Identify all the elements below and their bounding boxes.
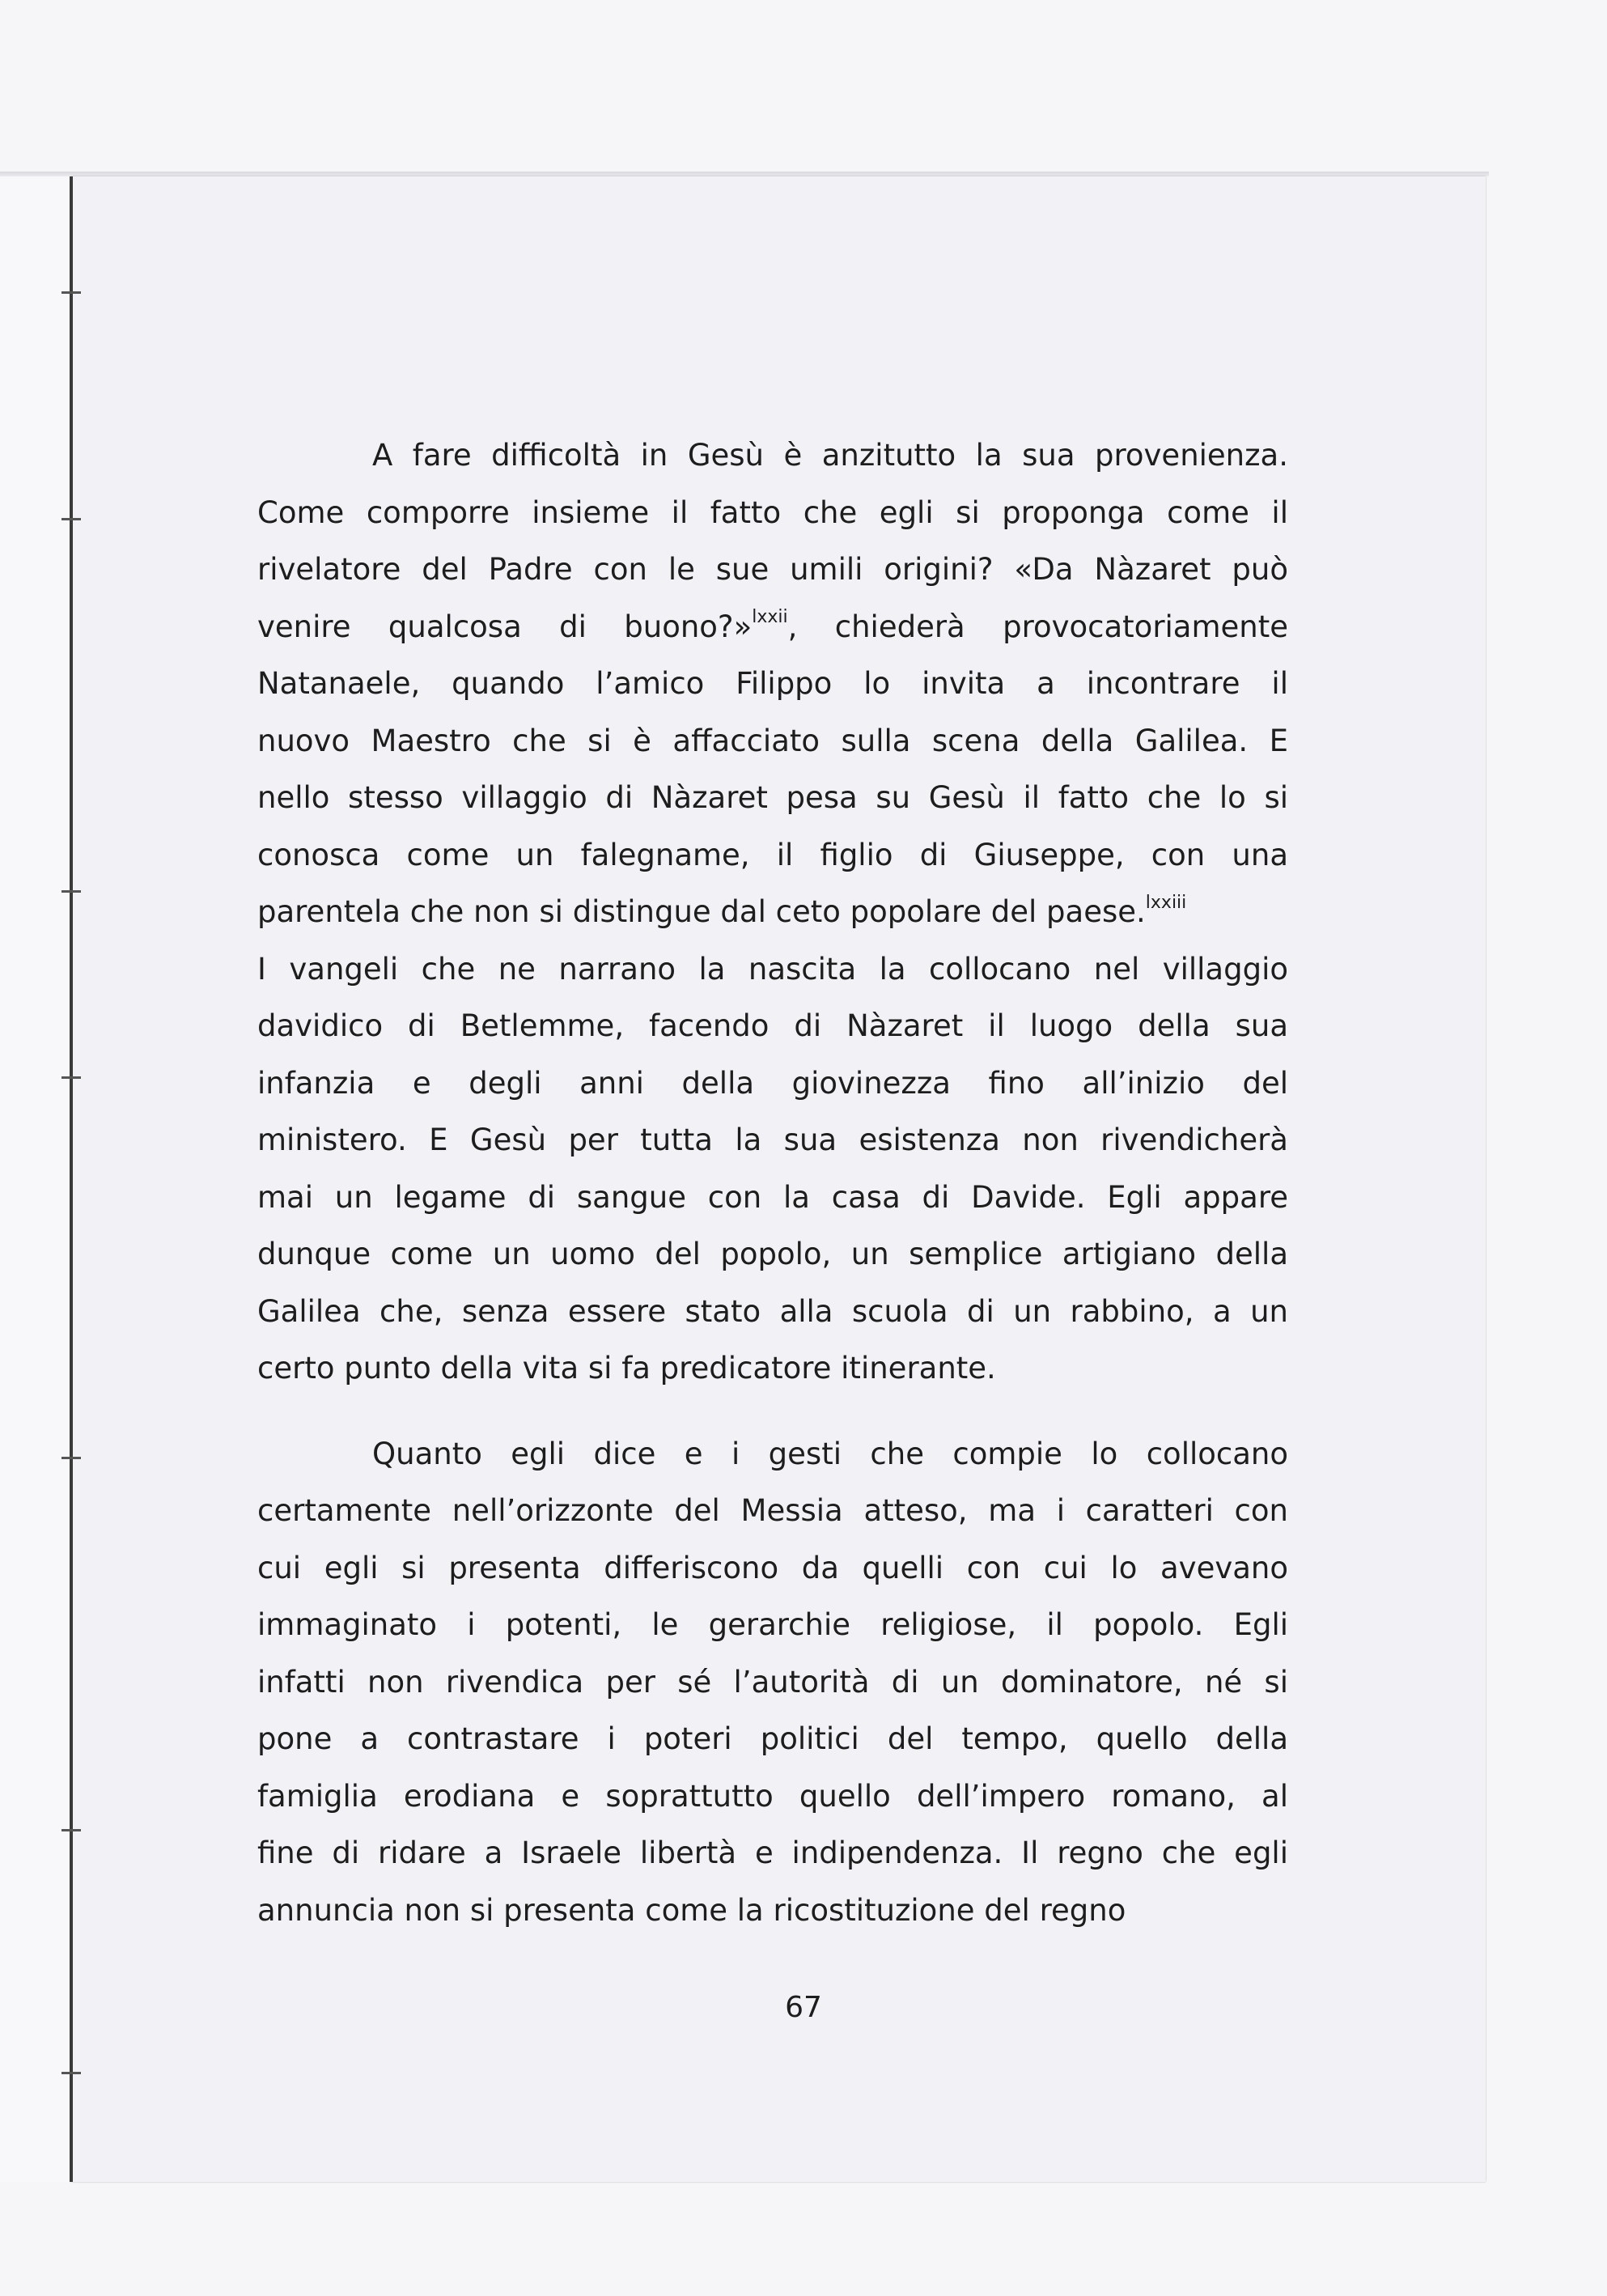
text-line: ministero. E Gesù per tutta la sua esistenza non rivendicherà — [257, 1123, 1288, 1157]
binding-stitch — [61, 1076, 81, 1079]
text-segment: parentela che non si distingue dal ceto popolare del paese. — [257, 894, 1146, 929]
page-number: 67 — [785, 1991, 822, 2024]
text-line — [257, 884, 1288, 941]
text-line: nuovo Maestro che si è affacciato sulla scena della Galilea. E — [257, 723, 1288, 758]
text-line: immaginato i potenti, le gerarchie religiose, il popolo. Egli — [257, 1607, 1288, 1642]
text-line: A fare difficoltà in Gesù è anzitutto la sua provenienza. — [372, 438, 1288, 473]
text-line: nello stesso villaggio di Nàzaret pesa su Gesù il fatto che lo si — [257, 780, 1288, 815]
text-line: annuncia non si presenta come la ricostituzione del regno — [257, 1892, 1126, 1928]
text-line: I vangeli che ne narrano la nascita la collocano nel villaggio — [257, 951, 1288, 987]
body-text — [257, 427, 1288, 1939]
text-line: dunque come un uomo del popolo, un semplice artigiano della — [257, 1237, 1288, 1271]
text-segment: , chiederà provocatoriamente — [787, 609, 1289, 644]
paragraph — [257, 427, 1288, 1398]
text-line: davidico di Betlemme, facendo di Nàzaret il luogo della sua — [257, 1008, 1288, 1043]
text-line: fine di ridare a Israele libertà e indipendenza. Il regno che egli — [257, 1836, 1288, 1870]
text-segment: venire qualcosa di buono?» — [257, 609, 753, 644]
text-line: infatti non rivendica per sé l’autorità di un dominatore, né si — [257, 1664, 1288, 1700]
binding-stitch — [61, 518, 81, 520]
text-line: certamente nell’orizzonte del Messia atteso, ma i caratteri con — [257, 1493, 1288, 1528]
text-line: famiglia erodiana e soprattutto quello dell’impero romano, al — [257, 1778, 1288, 1814]
text-line — [257, 599, 1288, 656]
text-line: infanzia e degli anni della giovinezza fino all’inizio del — [257, 1065, 1288, 1101]
binding-stitch — [61, 890, 81, 893]
text-line: rivelatore del Padre con le sue umili origini? «Da Nàzaret può — [257, 552, 1288, 587]
text-line: mai un legame di sangue con la casa di Davide. Egli appare — [257, 1179, 1288, 1215]
text-line: Galilea che, senza essere stato alla scuola di un rabbino, a un — [257, 1293, 1288, 1329]
book-spine — [70, 176, 73, 2182]
footnote-marker: lxxiii — [1145, 892, 1187, 913]
paragraph — [257, 1426, 1288, 1940]
binding-stitch — [61, 291, 81, 294]
binding-stitch — [61, 1829, 81, 1831]
text-line: cui egli si presenta differiscono da quelli con cui lo avevano — [257, 1550, 1288, 1585]
binding-stitch — [61, 1457, 81, 1459]
text-line: Come comporre insieme il fatto che egli si proponga come il — [257, 494, 1288, 530]
left-margin — [0, 176, 70, 2182]
footnote-marker: lxxii — [752, 607, 788, 628]
text-line: pone a contrastare i poteri politici del tempo, quello della — [257, 1721, 1288, 1756]
text-line: certo punto della vita si fa predicatore itinerante. — [257, 1351, 996, 1386]
text-line: Quanto egli dice e i gesti che compie lo collocano — [372, 1436, 1288, 1471]
text-line: conosca come un falegname, il figlio di Giuseppe, con una — [257, 837, 1288, 872]
binding-stitch — [61, 2072, 81, 2074]
text-line: Natanaele, quando l’amico Filippo lo invita a incontrare il — [257, 666, 1288, 701]
